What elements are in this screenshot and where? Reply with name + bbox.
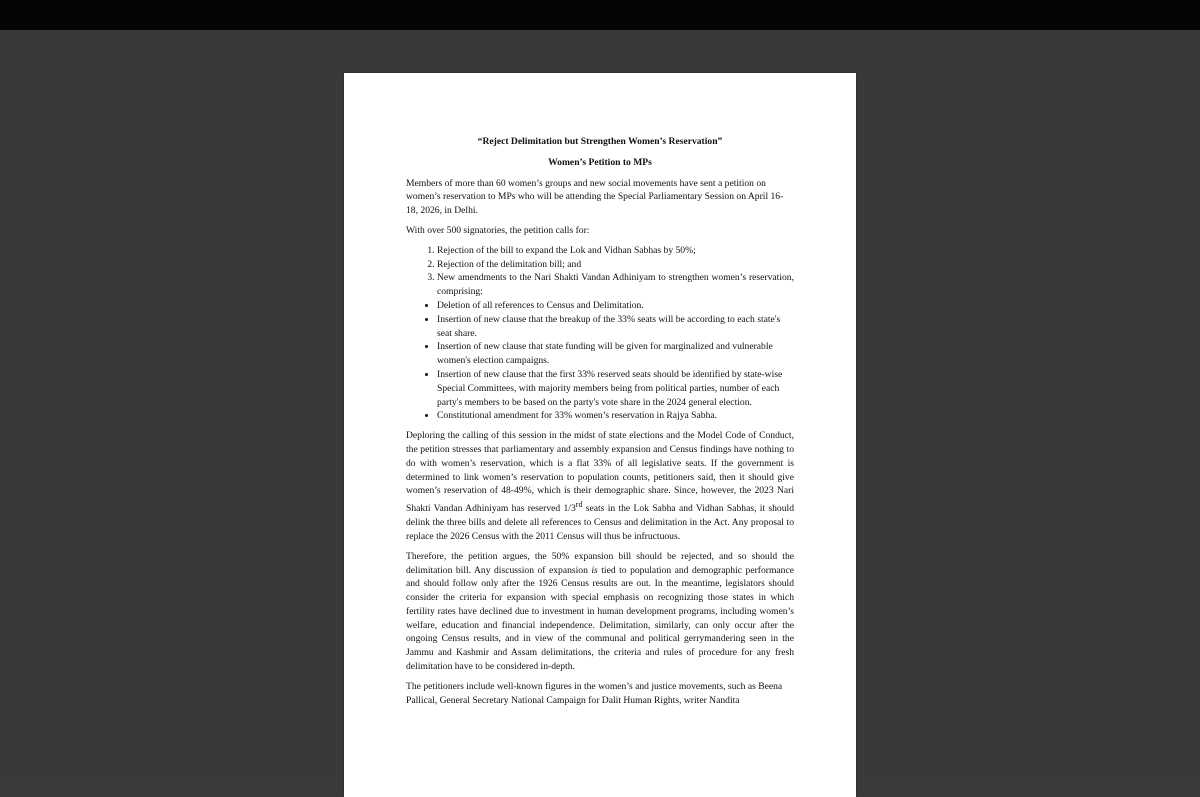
document-title: “Reject Delimitation but Strengthen Women’s Reservation” bbox=[477, 136, 723, 147]
clause-item: • Insertion of new clause that state funding will be given for marginalized and vulnerable women's election campaigns. bbox=[437, 340, 794, 368]
demands-list bbox=[406, 244, 794, 299]
demand-item: 2. Rejection of the delimitation bill; and bbox=[437, 258, 794, 272]
therefore-text-a: Therefore, the petition argues, the 50% expansion bill should be rejected, and so should the delimitation bill. Any discussion of expansion bbox=[406, 550, 794, 576]
clause-item: • Insertion of new clause that the breakup of the 33% seats will be according to each state's seat share. bbox=[437, 313, 794, 341]
therefore-paragraph bbox=[406, 550, 794, 674]
petitioners-paragraph: The petitioners include well-known figures in the women’s and justice movements, such as Beena Pallical, General Secretary National Campaign for Dalit Human Rights, writer Nandita bbox=[406, 680, 783, 706]
document-page bbox=[344, 73, 856, 797]
intro-paragraph: Members of more than 60 women’s groups and new social movements have sent a petition on women’s reservation to MPs who will be attending the Special Parliamentary Session on April 16-18, 2026, in Delhi. bbox=[406, 177, 784, 217]
clauses-list bbox=[406, 299, 794, 423]
document-viewer[interactable] bbox=[0, 30, 1200, 780]
top-bar bbox=[0, 0, 1200, 30]
deploring-paragraph bbox=[406, 429, 794, 544]
clause-item: • Insertion of new clause that the first 33% reserved seats should be identified by state-wise Special Committees, with majority members being from political parties, number of each party's members to be based on the party's vote share in the 2024 general election. bbox=[437, 368, 794, 409]
clause-item: • Deletion of all references to Census and Delimitation. bbox=[437, 299, 794, 313]
signatories-paragraph: With over 500 signatories, the petition calls for: bbox=[406, 224, 590, 236]
clause-item: • Constitutional amendment for 33% women’s reservation in Rajya Sabha. bbox=[437, 409, 794, 423]
deploring-superscript: rd bbox=[575, 500, 583, 510]
deploring-text-a: Deploring the calling of this session in the midst of state elections and the Model Code of Conduct, the petition stresses that parliamentary and assembly expansion and Census findings have nothing to do with women’s reservation, which is a flat 33% of all legislative seats. If the government is determined to link women’s reservation to population counts, petitioners said, then it should give women’s reservation of 48-49%, which is their demographic share. Since, however, the 2023 Nari Shakti Vandan Adhiniyam has reserved 1/3 bbox=[406, 430, 794, 515]
therefore-emphasis: is bbox=[591, 564, 598, 576]
deploring-text-b: seats in the Lok Sabha and Vidhan Sabhas, it should delink the three bills and delete all references to Census and delimitation in the Act. Any proposal to replace the 2026 Census with the 2011 Census will thus be infructuous. bbox=[406, 503, 794, 542]
demand-item: 3. New amendments to the Nari Shakti Vandan Adhiniyam to strengthen women’s reservation, comprising: bbox=[437, 271, 794, 299]
demand-item: 1. Rejection of the bill to expand the Lok and Vidhan Sabhas by 50%; bbox=[437, 244, 794, 258]
page-content bbox=[406, 135, 794, 713]
document-subtitle: Women’s Petition to MPs bbox=[548, 156, 652, 168]
therefore-text-b: tied to population and demographic performance and should follow only after the 1926 Census results are out. In the meantime, legislators should consider the criteria for expansion with special emphasis on recognizing those states in which fertility rates have declined due to investment in human development programs, including women’s welfare, education and financial independence. Delimitation, similarly, can only occur after the ongoing Census results, and in view of the communal and political gerrymandering seen in the Jammu and Kashmir and Assam delimitations, the criteria and rules of procedure for any fresh delimitation have to be considered in-depth. bbox=[406, 564, 794, 673]
